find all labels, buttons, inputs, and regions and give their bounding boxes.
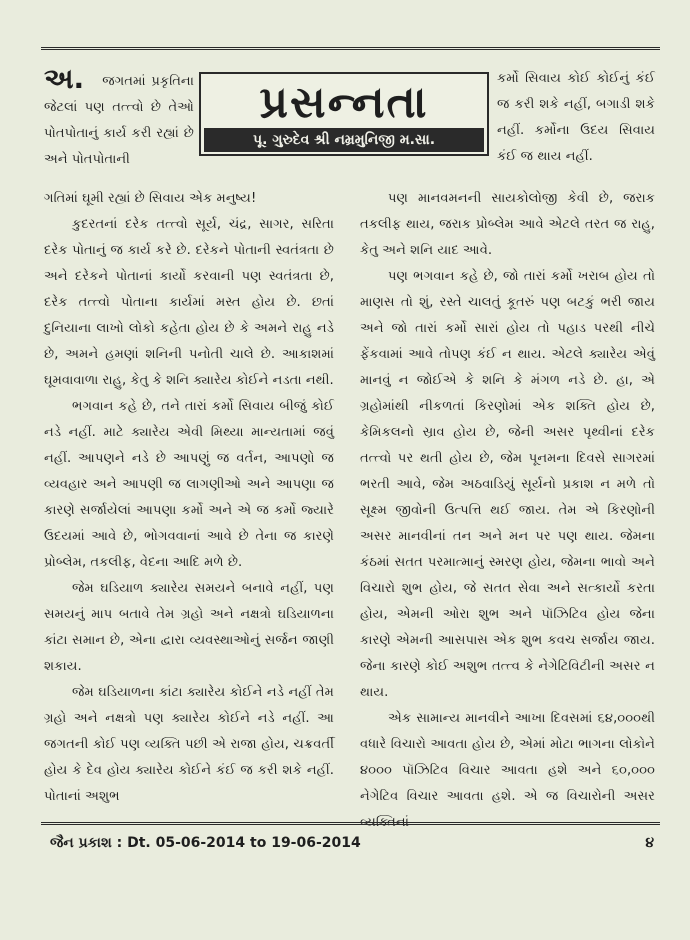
paragraph: જેમ ઘડિયાળ ક્યારેય સમયને બનાવે નહીં, પણ સમયનું માપ બતાવે તેમ ગ્રહો અને નક્ષત્રો ઘડિયાળના કાંટા સમાન છે, એના દ્વારા વ્યવસ્થાઓનું સર્જન જાણી શકાય. [44, 581, 334, 674]
paragraph: ભગવાન કહે છે, તને તારાં કર્મો સિવાય બીજું કોઈ નડે નહીં. માટે ક્યારેય એવી મિથ્યા માન્યતામાં જવું નહીં. આપણને નડે છે આપણું જ વર્તન, આપણો જ વ્યવહાર અને આપણી જ લાગણીઓ અને આપણા જ કારણે સર્જાયેલાં આપણા કર્મો અને એ જ કર્મો જ્યારે ઉદયમાં આવે છે, ભોગવવાનાં આવે છે તેના જ કારણે પ્રોબ્લેમ, તકલીફ, વેદના આદિ મળે છે. [44, 399, 334, 570]
paragraph: પણ ભગવાન કહે છે, જો તારાં કર્મો ખરાબ હોય તો માણસ તો શું, રસ્તે ચાલતું કૂતરું પણ બટકું ભરી જાય અને જો તારાં કર્મો સારાં હોય તો પહાડ પરથી નીચે ફેંકવામાં આવે તોપણ કંઈ ન થાય. એટલે ક્યારેય એવું માનવું ન જોઈએ કે શનિ કે મંગળ નડે છે. હા, એ ગ્રહોમાંથી નીકળતાં કિરણોમાં એક શક્તિ હોય છે, કેમિકલનો સ્રાવ હોય છે, જેની અસર પૃથ્વીનાં દરેક તત્ત્વો પર થતી હોય છે, જેમ પૂનમના દિવસે સાગરમાં ભરતી આવે, જેમ અઠવાડિયું સૂર્યનો પ્રકાશ ન મળે તો સૂક્ષ્મ જીવોની ઉત્પત્તિ થઈ જાય. તેમ એ કિરણોની અસર માનવીનાં તન અને મન પર પણ થાય. જેમના કંઠમાં સતત પરમાત્માનું સ્મરણ હોય, જેમના ભાવો અને વિચારો શુભ હોય, જે સતત સેવા અને સત્કાર્યો કરતા હોય, એમની ઓરા શુભ અને પૉઝિટિવ હોય જેના કારણે એમની આસપાસ એક શુભ કવચ સર્જાય જાય. જેના કારણે કોઈ અશુભ તત્ત્વ કે નેગેટિવિટીની અસર ન થાય. [360, 269, 655, 700]
right-top-text: કર્મો સિવાય કોઈ કોઈનું કંઈ જ કરી શકે નહીં, બગાડી શકે નહીં. કર્મોના ઉદય સિવાય કંઈ જ થાય નહીં. [497, 71, 655, 164]
bottom-rule [41, 822, 660, 825]
left-top-text: જગતમાં પ્રકૃતિના જેટલાં પણ તત્ત્વો છે તેઓ પોતપોતાનું કાર્ય કરી રહ્યાં છે અને પોતપોતાની [44, 74, 194, 167]
footer-publication-date: જૈન પ્રકાશ : Dt. 05-06-2014 to 19-06-2014 [50, 835, 361, 851]
paragraph: પણ માનવમનની સાયકોલોજી કેવી છે, જરાક તકલીફ થાય, જરાક પ્રોબ્લેમ આવે એટલે તરત જ રાહુ, કેતુ અને શનિ યાદ આવે. [360, 191, 655, 258]
right-top-column [497, 66, 655, 170]
paragraph: જેમ ઘડિયાળના કાંટા ક્યારેય કોઈને નડે નહીં તેમ ગ્રહો અને નક્ષત્રો પણ ક્યારેય કોઈને નડે નહીં. આ જગતની કોઈ પણ વ્યક્તિ પછી એ રાજા હોય, ચક્રવર્તી હોય કે દેવ હોય ક્યારેય કોઈને કંઈ જ કરી શકે નહીં. પોતાનાં અશુભ [44, 685, 334, 804]
paragraph: ગતિમાં ઘૂમી રહ્યાં છે સિવાય એક મનુષ્ય! [44, 191, 257, 206]
masthead-byline: પૂ. ગુરુદેવ શ્રી નમ્રમુનિજી મ.સા. [204, 128, 484, 152]
right-column [360, 186, 655, 836]
lead-letters: અ. [44, 62, 85, 95]
page-number: ૪ [645, 835, 654, 851]
left-top-column [44, 62, 194, 173]
top-rule [41, 47, 660, 50]
left-column [44, 186, 334, 810]
paragraph: કુદરતનાં દરેક તત્ત્વો સૂર્ય, ચંદ્ર, સાગર, સરિતા દરેક પોતાનું જ કાર્ય કરે છે. દરેકને પોતાની સ્વતંત્રતા છે અને દરેકને પોતાનાં કાર્યો કરવાની પણ સ્વતંત્રતા છે, દરેક તત્ત્વો પોતાના કાર્યમાં મસ્ત હોય છે. છતાં દુનિયાના લાખો લોકો કહેતા હોય છે કે અમને રાહુ નડે છે, અમને હમણાં શનિની પનોતી ચાલે છે. આકાશમાં ઘૂમવાવાળા રાહુ, કેતુ કે શનિ ક્યારેય કોઈને નડતા નથી. [44, 217, 334, 388]
masthead-box [199, 72, 489, 156]
masthead-title: પ્રસન્નતા [259, 77, 429, 128]
paragraph: એક સામાન્ય માનવીને આખા દિવસમાં ૬૪,૦૦૦થી વધારે વિચારો આવતા હોય છે, એમાં મોટા ભાગના લોકોને ૪૦૦૦ પૉઝિટિવ વિચાર આવતા હશે અને ૬૦,૦૦૦ નેગેટિવ વિચાર આવતા હશે. એ જ વિચારોની અસર વ્યક્તિનાં [360, 711, 655, 830]
